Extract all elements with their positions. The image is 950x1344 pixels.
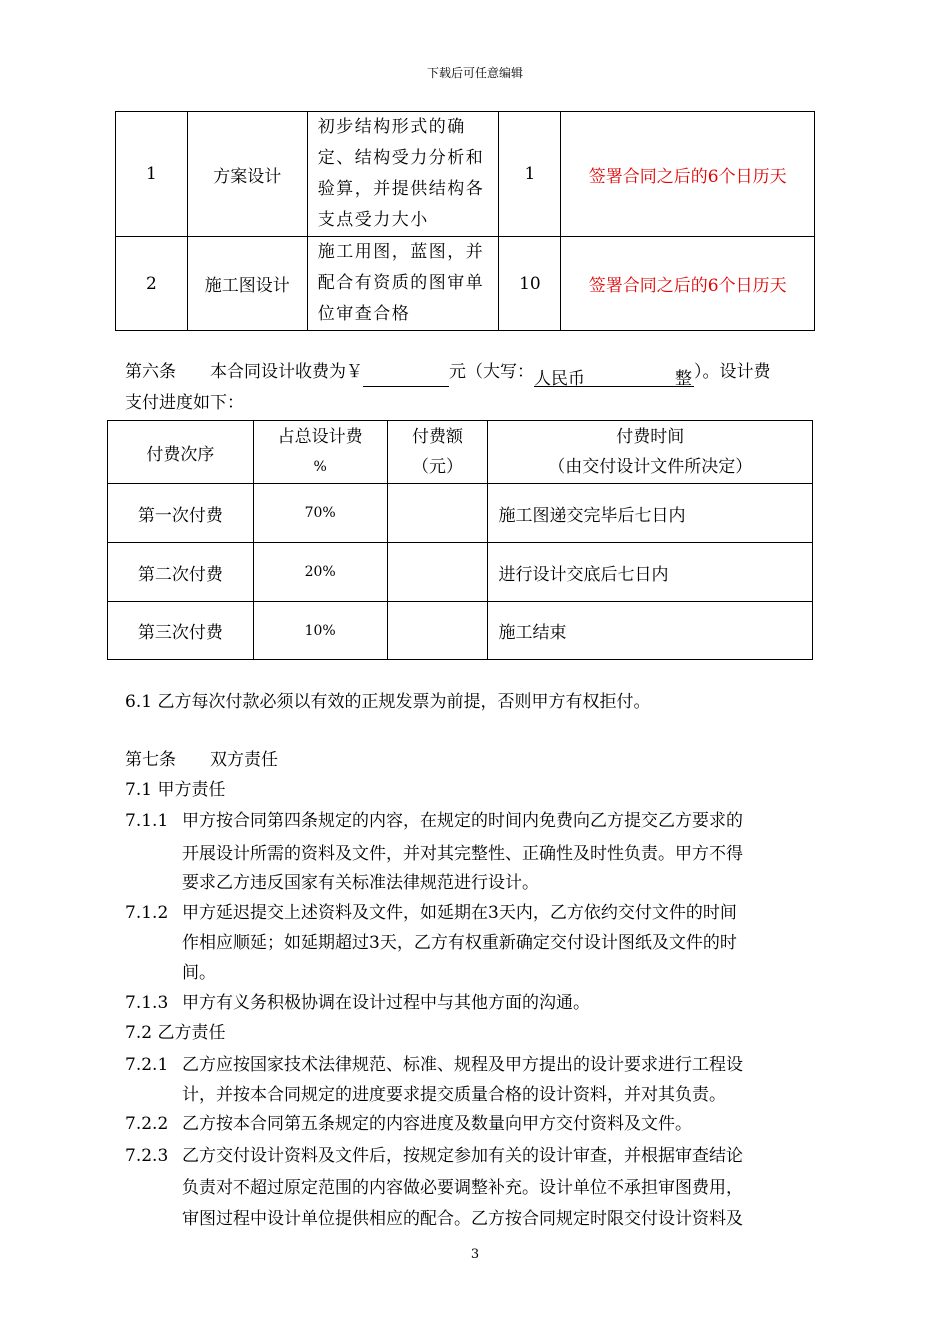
clause-number: 7.2.1 — [125, 1055, 169, 1075]
row-number: 2 — [116, 237, 188, 331]
table-row — [108, 602, 813, 660]
payment-schedule-table — [107, 420, 813, 660]
clause-7-2-1: 7.2.1 乙方应按国家技术法律规范、标准、规程及甲方提出的设计要求进行工程设 — [125, 1050, 743, 1080]
design-phase-table — [115, 111, 815, 331]
clause-7-1-2-cont: 间。 — [182, 963, 216, 983]
clause-number: 7.2.2 — [125, 1114, 169, 1134]
payment-percent: 20% — [253, 543, 387, 602]
clause-7-1-1-cont: 开展设计所需的资料及文件，并对其完整性、正确性及时性负责。甲方不得 — [182, 844, 743, 864]
delivery-time: 签署合同之后的6个日历天 — [561, 112, 815, 237]
payment-time: 施工结束 — [488, 602, 813, 660]
fee-uppercase-blank: 人民币 整 — [534, 364, 694, 387]
delivery-time: 签署合同之后的6个日历天 — [561, 237, 815, 331]
clause-7-1-3: 7.1.3 甲方有义务积极协调在设计过程中与其他方面的沟通。 — [125, 988, 590, 1018]
article-6-label: 第六条 — [125, 362, 176, 382]
header-time: 付费时间 （由交付设计文件所决定） — [488, 421, 813, 484]
phase-description: 初步结构形式的确 定、结构受力分析和 验算，并提供结构各 支点受力大小 — [307, 112, 499, 237]
clause-number: 7.1.1 — [125, 811, 169, 831]
clause-number: 7.2.3 — [125, 1146, 169, 1166]
section-7-2: 7.2 乙方责任 — [125, 1023, 226, 1043]
article-6-line-1: 第六条 本合同设计收费为￥ 元（大写：人民币 整 ）。设计费 — [125, 362, 771, 389]
clause-7-2-3-cont: 负责对不超过原定范围的内容做必要调整补充。设计单位不承担审图费用， — [182, 1178, 743, 1198]
payment-amount — [387, 484, 488, 543]
clause-7-2-3-cont: 审图过程中设计单位提供相应的配合。乙方按合同规定时限交付设计资料及 — [182, 1209, 743, 1229]
clause-7-1-2: 7.1.2 甲方延迟提交上述资料及文件，如延期在3天内，乙方依约交付文件的时间 — [125, 898, 737, 928]
payment-order: 第二次付费 — [108, 543, 254, 602]
phase-name: 施工图设计 — [187, 237, 307, 331]
table-header-row — [108, 421, 813, 484]
article-7-heading: 第七条 双方责任 — [125, 750, 278, 770]
page-header: 下载后可任意编辑 — [426, 66, 523, 80]
clause-7-2-3: 7.2.3 乙方交付设计资料及文件后，按规定参加有关的设计审查，并根据审查结论 — [125, 1141, 743, 1171]
fee-amount-blank — [363, 364, 449, 387]
clause-7-2-1-cont: 计，并按本合同规定的进度要求提交质量合格的设计资料，并对其负责。 — [182, 1085, 726, 1105]
row-number: 1 — [116, 112, 188, 237]
header-order: 付费次序 — [108, 421, 254, 484]
payment-time: 施工图递交完毕后七日内 — [488, 484, 813, 543]
phase-name: 方案设计 — [187, 112, 307, 237]
header-amount: 付费额 （元） — [387, 421, 488, 484]
table-row — [116, 237, 815, 331]
quantity: 10 — [499, 237, 561, 331]
quantity: 1 — [499, 112, 561, 237]
payment-percent: 70% — [253, 484, 387, 543]
payment-order: 第一次付费 — [108, 484, 254, 543]
clause-7-1-2-cont: 作相应顺延；如延期超过3天，乙方有权重新确定交付设计图纸及文件的时 — [182, 933, 737, 953]
clause-6-1: 6.1 乙方每次付款必须以有效的正规发票为前提，否则甲方有权拒付。 — [125, 692, 651, 712]
table-row — [116, 112, 815, 237]
clause-7-2-2: 7.2.2 乙方按本合同第五条规定的内容进度及数量向甲方交付资料及文件。 — [125, 1109, 692, 1139]
clause-7-1-1: 7.1.1 甲方按合同第四条规定的内容，在规定的时间内免费向乙方提交乙方要求的 — [125, 806, 743, 836]
clause-7-1-1-cont: 要求乙方违反国家有关标准法律规范进行设计。 — [182, 873, 539, 893]
table-row — [108, 543, 813, 602]
table-row — [108, 484, 813, 543]
header-percent: 占总设计费 % — [253, 421, 387, 484]
phase-description: 施工用图，蓝图，并 配合有资质的图审单 位审查合格 — [307, 237, 499, 331]
clause-number: 7.1.2 — [125, 903, 169, 923]
payment-time: 进行设计交底后七日内 — [488, 543, 813, 602]
clause-number: 7.1.3 — [125, 993, 169, 1013]
payment-amount — [387, 602, 488, 660]
payment-order: 第三次付费 — [108, 602, 254, 660]
section-7-1: 7.1 甲方责任 — [125, 780, 226, 800]
page-number: 3 — [470, 1247, 480, 1262]
article-6-line-2: 支付进度如下： — [125, 393, 244, 413]
payment-percent: 10% — [253, 602, 387, 660]
payment-amount — [387, 543, 488, 602]
